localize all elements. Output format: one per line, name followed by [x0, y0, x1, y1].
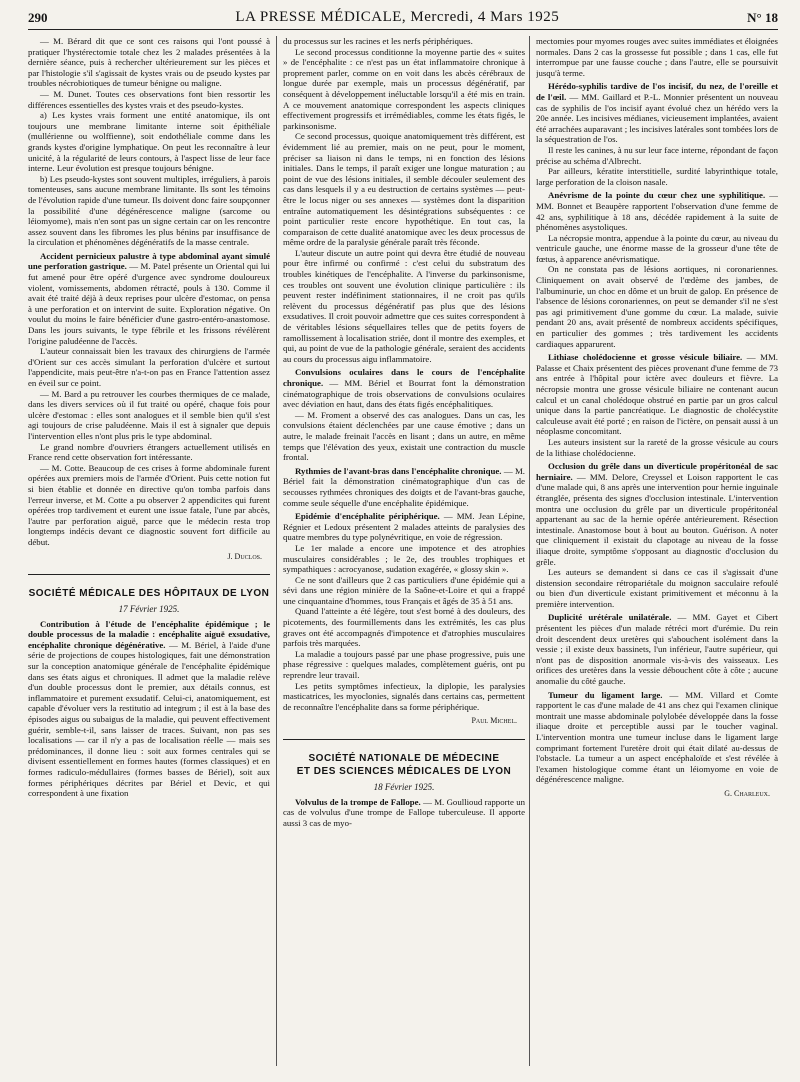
article-text: — MM. Villard et Comte rapportent le cas d'une malade de 41 ans chez qui l'examen clinique montrait une masse abdominale polylobée développée dans la fosse iliaque droite et perceptible aussi par le toucher vaginal. L'intervention montra une tumeur incluse dans le ligament large comprimant fortement l'uretère droit qui était dilaté au-dessus de l'obstacle. La tumeur a un aspect encéphaloïde et s'est révélée à l'examen histologique comme étant un léiomyome en voie de dégénérescence maligne. — [536, 689, 778, 785]
column-divider — [529, 36, 530, 1066]
paragraph: L'auteur discute un autre point qui devra être étudié de nouveau pour être infirmé ou confirmé : c'est celui du substratum des troubles kinétiques de l'encéphalite. A l'inverse du parkinsonisme, ces troubles ont souvent une évolution clinique particulière : ils peuvent rester indéfiniment stationnaires, il ne croit pas qu'ils relèvent du processus dégénératif pas plus que des lésions exsudatives. Il croit pouvoir admettre que ces suites correspondent à de véritables lésions séquellaires telles que de petits foyers de ramollissement à localisation striée, dont il montre des exemples, et qui, au point de vue de la pathologie générale, seraient des accidents au cours du processus aigu inflammatoire. — [283, 247, 525, 364]
paragraph: mectomies pour myomes rouges avec suites immédiates et éloignées normales. Dans 2 cas la grossesse fut possible ; dans 1 cas, elle fut interrompue par une fausse couche ; dans l'autre, elle se poursuivit jusqu'à terme. — [536, 36, 778, 78]
article-paragraph — [536, 690, 778, 785]
paragraph: Par ailleurs, kératite interstitielle, surdité labyrinthique totale, large perforation de la cloison nasale. — [536, 166, 778, 187]
article-heading: Contribution à l'étude de l'encéphalite épidémique ; le double processus de la maladie : encéphalite aiguë exsudative, encéphalite chronique dégénérative. — [28, 618, 270, 650]
page-number: 290 — [28, 10, 48, 25]
article-heading: Hérédo-syphilis tardive de l'os incisif, du nez, de l'oreille et de l'œil. — [536, 81, 778, 102]
section-title-line: SOCIÉTÉ NATIONALE DE MÉDECINE — [308, 753, 500, 764]
article-heading: Duplicité urétérale unilatérale. — [548, 612, 672, 623]
article-text: — MM. Gayet et Cibert présentent les pièces d'un malade rétréci mort d'urémie. Du rein droit descendent deux uretères qui s'abouchent isolément dans la vessie ; il existe deux bassinets, l'un inférieur, l'autre supérieur, qui n'ont pas de disposition anormale vis-à-vis des vaisseaux. Les orifices des uretères dans la vessie débouchent côte à côte ; aucune anomalie du côté gauche. — [536, 612, 778, 687]
article-heading: Epidémie d'encéphalite périphérique. — [295, 511, 440, 522]
paragraph: Il reste les canines, à nu sur leur face interne, répondant de façon précise au schéma d'Albrecht. — [536, 144, 778, 166]
article-paragraph — [28, 251, 270, 346]
article-heading: Volvulus de la trompe de Fallope. — [295, 796, 421, 807]
section-date: 18 Février 1925. — [373, 782, 435, 792]
article-paragraph — [536, 190, 778, 232]
article-paragraph — [283, 466, 525, 508]
article-heading: Tumeur du ligament large. — [548, 689, 663, 700]
paragraph: b) Les pseudo-kystes sont souvent multiples, irréguliers, à parois tomenteuses, sans aucune membrane limitante. Ils sont les témoins de l'évolution rapide d'une tumeur. Ils doivent donc faire soupçonner la possibilité d'une dégénérescence maligne (sarcome ou léiomyome), mais n'en sont pas un signe certain car on les rencontre assez souvent dans les fibromes les plus bénins par insuffisance de la circulation et phénomènes dégénératifs de la masse centrale. — [28, 173, 270, 248]
author-signature: G. Charleux. — [724, 788, 770, 798]
paragraph: La nécropsie montra, appendue à la pointe du cœur, au niveau du ventricule gauche, une énorme masse de la grosseur d'une tête de fœtus, à apparence anévrismatique. — [536, 232, 778, 264]
issue-number: N° 18 — [747, 10, 778, 25]
article-heading: Anévrisme de la pointe du cœur chez une syphilitique. — [548, 190, 766, 201]
article-text: — MM. Palasse et Chaix présentent des pièces provenant d'une femme de 73 ans entrée à l'hôpital pour ictère avec douleurs et fièvre. La nécropsie montra une grosse vésicule biliaire ne contenant aucun calcul et un canal cholédoque obstrué en partie par un gros calcul unique dans la partie pancréatique. Le diagnostic de cholécystite calculeuse avait été porté ; en raison de l'ictère, on pensait aussi à un néoplasme concomitant. — [536, 352, 778, 437]
article-heading: Accident pernicieux palustre à type abdominal ayant simulé une perforation gastrique. — [28, 250, 270, 272]
paragraph: Le grand nombre d'ouvriers étrangers actuellement utilisés en France rend cette observation fort intéressante. — [28, 441, 270, 463]
article-heading: Occlusion du grêle dans un diverticule propéritonéal de sac herniaire. — [536, 461, 778, 482]
article-paragraph — [283, 511, 525, 543]
article-paragraph — [536, 612, 778, 686]
article-text: — MM. Bonnet et Beaupère rapportent l'observation d'une femme de 42 ans, syphilitique à 18 ans, décédée rapidement à la suite de phénomènes asystoliques. — [536, 190, 778, 233]
column-2 — [283, 36, 525, 1076]
section-date: 17 Février 1925. — [118, 604, 180, 615]
column-divider — [276, 36, 277, 1066]
paragraph: — M. Bard a pu retrouver les courbes thermiques de ce malade, dans les divers services où il fut traité ou opéré, chaque fois pour ulcère d'estomac : elles sont analogues et il semble bien qu'il s'est agi toujours de crise paludéenne. Mais il est à signaler que depuis l'intervention elles n'ont plus pris le type abdominal. — [28, 388, 270, 441]
article-paragraph — [283, 797, 525, 829]
article-paragraph — [28, 619, 270, 799]
section-title: SOCIÉTÉ MÉDICALE DES HÔPITAUX DE LYON — [28, 574, 270, 600]
article-paragraph — [536, 461, 778, 567]
paragraph: L'auteur connaissait bien les travaux des chirurgiens de l'armée d'Orient sur ces accès simulant la perforation d'ulcère et surtout l'appendicite, mais peut-être n'a-t-on pas en France l'attention assez en éveil sur ce point. — [28, 346, 270, 388]
paragraph: Les petits symptômes infectieux, la diplopie, les paralysies masticatrices, les myoclonies, signalés dans certains cas, permettent de reconnaître l'encéphalite dans sa forme périphérique. — [283, 680, 525, 712]
article-text: — MM. Gaillard et P.-L. Monnier présentent un nouveau cas de syphilis de l'os incisif ayant évolué chez un hérédo vers la 20e année. Les incisives médianes, vicieusement implantées, avaient été arrachées auparavant ; les incisives latérales sont tombées lors de la séquestration de l'os. — [536, 91, 778, 145]
paragraph: Quand l'atteinte a été légère, tout s'est borné à des douleurs, des picotements, des fourmillements dans les extrémités, les cas plus graves ont été accompagnés d'impotence et d'atrophies musculaires parfois très marquées. — [283, 606, 525, 649]
article-text: — M. Bériel fait la démonstration cinématographique d'un cas de secousses rythmées chroniques des doigts et de l'avant-bras gauche, comme seule séquelle d'une encéphalite épidémique. — [283, 465, 525, 508]
column-3 — [536, 36, 778, 1076]
paragraph: — M. Cotte. Beaucoup de ces crises à forme abdominale furent opérées aux premiers mois de l'armée d'Orient. Puis cette notion fut si bien établie et donnée en directive qu'on tomba parfois dans l'erreur inverse, et M. Cotte a pu observer 2 appendicites qui furent opérées trop tardivement et eurent une issue fatale, l'une par abcès, l'autre par perforation aiguë, parce que le médecin resta trop longtemps indécis devant ce diagnostic souvent fort difficile au début. — [28, 462, 270, 547]
paragraph: Ce ne sont d'ailleurs que 2 cas particuliers d'une épidémie qui a sévi dans une région minière de la Saône-et-Loire et qui a frappé une cinquantaine d'hommes, tous Français et âgés de 35 à 51 ans. — [283, 574, 525, 606]
paragraph: — M. Bérard dit que ce sont ces raisons qui l'ont poussé à pratiquer l'hystérectomie totale chez les 2 malades présentées à la dernière séance, puis à rechercher ultérieurement sur les pièces et par l'histologie s'il s'agissait de kystes vrais ou de pseudo kystes par troubles nécrobiotiques de tumeur bénigne ou maligne. — [28, 36, 270, 89]
section-title-line: ET DES SCIENCES MÉDICALES DE LYON — [296, 766, 512, 777]
paragraph: Les auteurs insistent sur la rareté de la grosse vésicule au cours de la lithiase cholédocienne. — [536, 436, 778, 458]
paragraph: Ce second processus, quoique anatomiquement très différent, est évidemment lié au premier, mais on ne peut, pour le moment, préciser sa liaison ni dans le temps, ni en fonction des lésions initiales. Dans le temps, il paraît exiger une longue maturation ; au point de vue des lésions initiales, il semble découler seulement des cas dans lesquels il y a eu destruction de certains systèmes — peut-être le locus niger ou ses annexes — systèmes dont la disparition entraîne automatiquement les désintégrations subséquentes : ce point particulier reste encore hypothétique. En tout cas, la comparaison de cette dualité anatomique avec les deux processus de même ordre de la paralysie générale paraît très féconde. — [283, 131, 525, 248]
paragraph: On ne constata pas de lésions aortiques, ni coronariennes. Cliniquement on avait observé de l'œdème des jambes, de l'albuminurie, un choc en dôme et un bruit de galop. En présence de l'absence de lésions coronariennes, on peut se demander s'il ne s'est pas agi primitivement d'une gomme du cœur. La malade, suivie pendant 20 ans, avait présenté de nombreux accidents spécifiques, en particulier des gommes ; très tardivement les accidents cardiaques apparurent. — [536, 264, 778, 349]
paragraph: a) Les kystes vrais forment une entité anatomique, ils ont toujours une membrane limitante interne soit épithéliale (mullérienne ou wolffienne), soit endothéliale comme dans les grands kystes d'origine lymphatique. On peut les reconnaître à leur unicité, à la régularité de leurs contours, à l'aspect lisse de leur face interne. Leur évolution est presque toujours bénigne. — [28, 110, 270, 174]
article-heading: Rythmies de l'avant-bras dans l'encéphalite chronique. — [295, 465, 502, 476]
page-header — [28, 4, 778, 30]
article-text: — MM. Jean Lépine, Régnier et Ledoux présentent 2 malades atteints de paralysies des quatre membres du type polynévritique, en voie de régression. — [283, 511, 525, 543]
paragraph: Le 1er malade a encore une impotence et des atrophies musculaires considérables ; le 2e, des troubles trophiques et sympathiques : acrocyanose, sudation exagérée, « glossy skin ». — [283, 542, 525, 575]
paragraph: — M. Dunet. Toutes ces observations font bien ressortir les différences essentielles des kystes vrais et des pseudo-kystes. — [28, 88, 270, 110]
article-text: — M. Bériel, à l'aide d'une série de projections de coupes histologiques, fait une démonstration sur la conception anatomique générale de l'encéphalite épidémique dans ses états aigus et chroniques. Il admet que la maladie relève d'un double processus dont le premier, aux détails connus, est inflammatoire et purement exsudatif. Celui-ci, anatomiquement, est capable d'évoluer vers la restitutio ad integrum ; il est à la base des épisodes aigus ou subaigus de la maladie, qui peuvent effectivement guérir, semble-t-il, sans laisser de traces. Suivant, non pas ses localisations — car il n'y a pas de localisation réelle — mais ses prédominances, il donne lieu : soit aux formes centrales qui se divisent essentiellement en formes hautes (formes classiques) et en formes radiculo-médullaires (formes basses de Bériel), soit aux formes périphériques décrites par Bériel et Devic, et qui correspondent à une fixation — [28, 639, 270, 799]
paragraph: Les auteurs se demandent si dans ce cas il s'agissait d'une distension secondaire rétropariétale du moignon sacculaire refoulé ou bien d'un diverticule existant primitivement et méconnu à la première intervention. — [536, 567, 778, 609]
article-paragraph — [283, 367, 525, 409]
article-text: — M. Goullioud rapporte un cas de volvulus d'une trompe de Fallope tuberculeuse. Il apporte aussi 3 cas de myo- — [283, 796, 525, 828]
paragraph: — M. Froment a observé des cas analogues. Dans un cas, les convulsions étaient déclenchées par une cause émotive ; dans un autre, le malade freinait l'accès en lisant ; dans un autre, en même temps que l'élévation des yeux, existait une contraction du muscle frontal. — [283, 409, 525, 463]
paragraph: du processus sur les racines et les nerfs périphériques. — [283, 36, 473, 46]
paragraph: Le second processus conditionne la moyenne partie des « suites » de l'encéphalite : ce n'est pas un état inflammatoire chronique à proprement parler, comme on en voit dans les abcès cérébraux de longue durée par exemple, mais un processus dégénératif, par conséquent à développement inéluctable lorsqu'il a été mis en train. A ce mouvement anatomique correspondent les aspects cliniques effectivement progressifs et irrémédiables, comme les états figés, le parkinsonisme. — [283, 46, 525, 131]
article-heading: Convulsions oculaires dans le cours de l'encéphalite chronique. — [283, 367, 525, 388]
article-paragraph — [536, 81, 778, 145]
article-paragraph — [536, 352, 778, 437]
section-title — [283, 739, 525, 778]
article-text: — MM. Bériel et Bourrat font la démonstration cinématographique de trois observations de convulsions oculaires avec déviation en haut, dans des états figés encéphalitiques. — [283, 378, 525, 410]
paragraph: La maladie a toujours passé par une phase progressive, puis une phase régressive : quelques malades, complètement guéris, ont pu reprendre leur travail. — [283, 648, 525, 681]
article-text: — M. Patel présente un Oriental qui lui fut amené pour être opéré d'urgence avec syndrome douloureux violent, vomissements, abdomen rétracté, pouls à 130. Comme il avait été traité déjà à deux reprises pour ulcère d'estomac, on pensa à une perforation et on intervint de suite. Exploration négative. On voulut du moins le faire bénéficier d'une gastro-entéro-anastomose. Dans les jours suivants, le type fébrile et les frissons révélèrent l'origine paludéenne de l'accès. — [28, 261, 270, 346]
article-text: — MM. Delore, Creyssel et Loison rapportent le cas d'une malade qui, 8 ans après une intervention pour hernie inguinale étranglée, présenta des signes d'occlusion intestinale. L'intervention montra une occlusion du grêle par un diverticule propéritonéal appartenant au sac de la hernie opérée antérieurement. Résection intestinale. Anastomose bout à bout au bouton. Guérison. A noter que cliniquement il existait du clapotage au niveau de la fosse iliaque droite, symptôme s'opposant au diagnostic d'occlusion du grêle. — [536, 471, 778, 567]
journal-title: LA PRESSE MÉDICALE, Mercredi, 4 Mars 1925 — [235, 9, 560, 25]
column-1 — [28, 36, 270, 1076]
article-heading: Lithiase cholédocienne et grosse vésicule biliaire. — [548, 352, 743, 363]
author-signature: Paul Michel. — [471, 716, 517, 726]
author-signature: J. Duclos. — [227, 551, 262, 561]
